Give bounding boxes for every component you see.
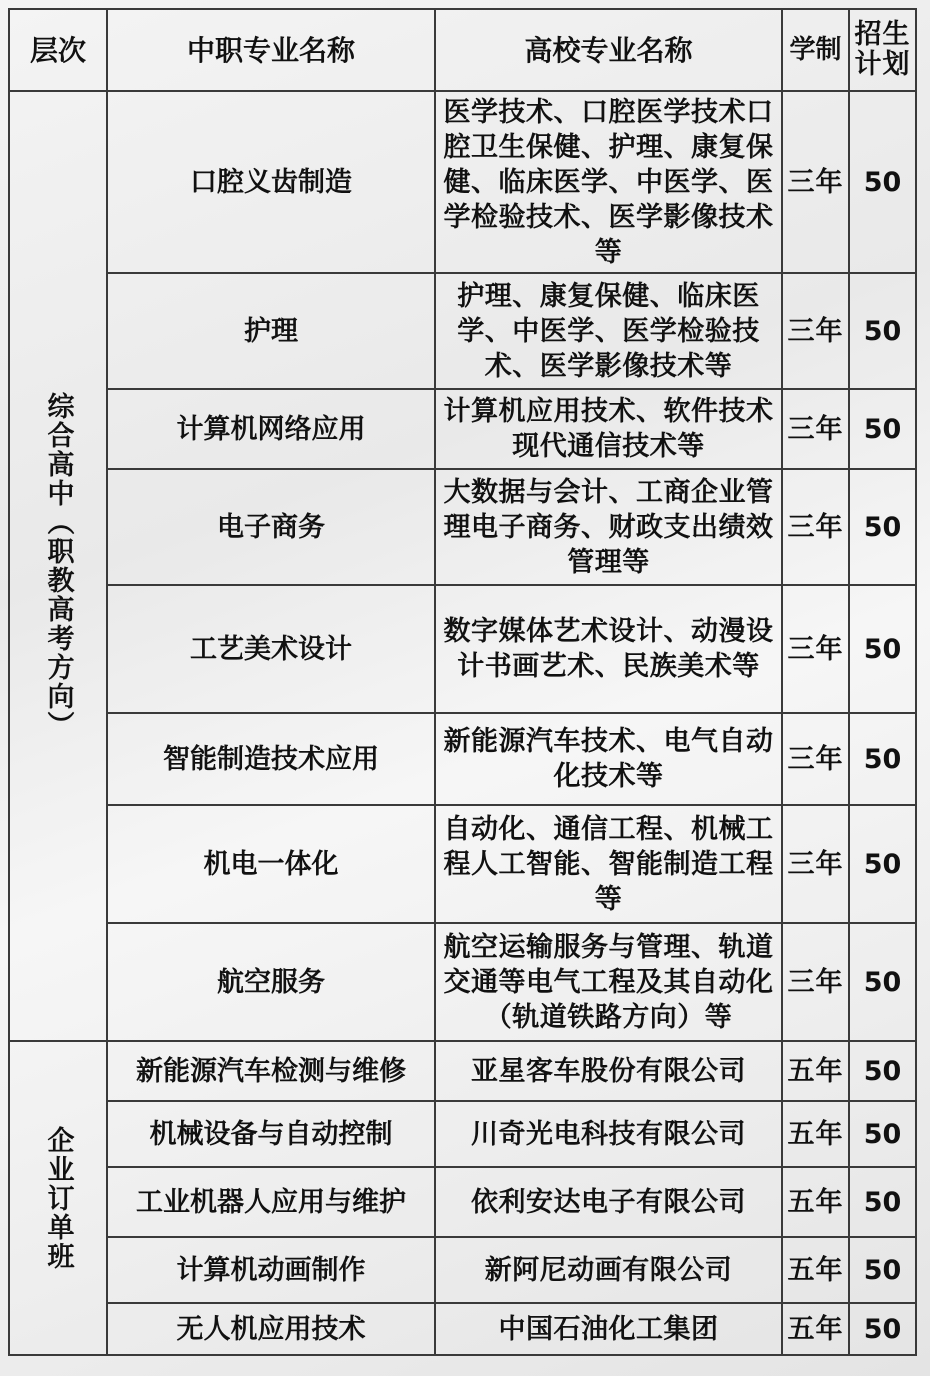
major-cell: 机械设备与自动控制 bbox=[107, 1101, 435, 1167]
level-label: 企业订单班 bbox=[42, 1125, 74, 1271]
company-cell: 依利安达电子有限公司 bbox=[435, 1167, 782, 1237]
header-plan-line1: 招生 bbox=[854, 19, 911, 50]
university-cell: 医学技术、口腔医学技术口腔卫生保健、护理、康复保健、临床医学、中医学、医学检验技术、医学影像技术等 bbox=[435, 91, 782, 273]
university-cell: 护理、康复保健、临床医学、中医学、医学检验技术、医学影像技术等 bbox=[435, 273, 782, 389]
major-cell: 口腔义齿制造 bbox=[107, 91, 435, 273]
company-cell: 亚星客车股份有限公司 bbox=[435, 1041, 782, 1101]
table-row bbox=[9, 923, 916, 1041]
plan-cell: 50 bbox=[849, 1303, 916, 1355]
plan-cell: 50 bbox=[849, 923, 916, 1041]
header-row bbox=[9, 9, 916, 91]
table-row bbox=[9, 1101, 916, 1167]
level-cell-enterprise bbox=[9, 1041, 107, 1355]
plan-cell: 50 bbox=[849, 469, 916, 585]
plan-cell: 50 bbox=[849, 91, 916, 273]
plan-cell: 50 bbox=[849, 805, 916, 923]
major-cell: 智能制造技术应用 bbox=[107, 713, 435, 805]
major-cell: 航空服务 bbox=[107, 923, 435, 1041]
duration-cell: 三年 bbox=[782, 389, 849, 469]
duration-cell: 五年 bbox=[782, 1101, 849, 1167]
major-cell: 新能源汽车检测与维修 bbox=[107, 1041, 435, 1101]
plan-cell: 50 bbox=[849, 389, 916, 469]
table-row bbox=[9, 273, 916, 389]
plan-cell: 50 bbox=[849, 273, 916, 389]
plan-cell: 50 bbox=[849, 585, 916, 713]
header-duration: 学制 bbox=[782, 9, 849, 91]
duration-cell: 五年 bbox=[782, 1303, 849, 1355]
table-row bbox=[9, 1041, 916, 1101]
table-row bbox=[9, 389, 916, 469]
major-cell: 护理 bbox=[107, 273, 435, 389]
level-cell-comprehensive bbox=[9, 91, 107, 1041]
plan-cell: 50 bbox=[849, 1237, 916, 1303]
plan-cell: 50 bbox=[849, 1041, 916, 1101]
duration-cell: 三年 bbox=[782, 585, 849, 713]
university-cell: 计算机应用技术、软件技术现代通信技术等 bbox=[435, 389, 782, 469]
table-row bbox=[9, 91, 916, 273]
major-cell: 工业机器人应用与维护 bbox=[107, 1167, 435, 1237]
university-cell: 新能源汽车技术、电气自动化技术等 bbox=[435, 713, 782, 805]
header-plan-line2: 计划 bbox=[854, 49, 911, 80]
table-row bbox=[9, 1167, 916, 1237]
enrollment-table bbox=[8, 8, 917, 1356]
table-row bbox=[9, 585, 916, 713]
table-row bbox=[9, 1303, 916, 1355]
duration-cell: 三年 bbox=[782, 923, 849, 1041]
table-row bbox=[9, 713, 916, 805]
header-plan bbox=[849, 9, 916, 91]
company-cell: 川奇光电科技有限公司 bbox=[435, 1101, 782, 1167]
duration-cell: 三年 bbox=[782, 713, 849, 805]
university-cell: 自动化、通信工程、机械工程人工智能、智能制造工程等 bbox=[435, 805, 782, 923]
major-cell: 工艺美术设计 bbox=[107, 585, 435, 713]
table-row bbox=[9, 805, 916, 923]
header-level: 层次 bbox=[9, 9, 107, 91]
university-cell: 数字媒体艺术设计、动漫设计书画艺术、民族美术等 bbox=[435, 585, 782, 713]
header-university: 高校专业名称 bbox=[435, 9, 782, 91]
table-row bbox=[9, 1237, 916, 1303]
duration-cell: 三年 bbox=[782, 91, 849, 273]
company-cell: 中国石油化工集团 bbox=[435, 1303, 782, 1355]
duration-cell: 三年 bbox=[782, 469, 849, 585]
duration-cell: 五年 bbox=[782, 1041, 849, 1101]
duration-cell: 五年 bbox=[782, 1167, 849, 1237]
duration-cell: 三年 bbox=[782, 273, 849, 389]
university-cell: 大数据与会计、工商企业管理电子商务、财政支出绩效管理等 bbox=[435, 469, 782, 585]
major-cell: 机电一体化 bbox=[107, 805, 435, 923]
major-cell: 无人机应用技术 bbox=[107, 1303, 435, 1355]
table-row bbox=[9, 469, 916, 585]
major-cell: 电子商务 bbox=[107, 469, 435, 585]
university-cell: 航空运输服务与管理、轨道交通等电气工程及其自动化（轨道铁路方向）等 bbox=[435, 923, 782, 1041]
company-cell: 新阿尼动画有限公司 bbox=[435, 1237, 782, 1303]
duration-cell: 三年 bbox=[782, 805, 849, 923]
plan-cell: 50 bbox=[849, 713, 916, 805]
plan-cell: 50 bbox=[849, 1101, 916, 1167]
level-label: 综合高中（职教高考方向） bbox=[42, 392, 74, 740]
major-cell: 计算机网络应用 bbox=[107, 389, 435, 469]
enrollment-table-container bbox=[8, 8, 917, 1356]
header-major: 中职专业名称 bbox=[107, 9, 435, 91]
major-cell: 计算机动画制作 bbox=[107, 1237, 435, 1303]
plan-cell: 50 bbox=[849, 1167, 916, 1237]
duration-cell: 五年 bbox=[782, 1237, 849, 1303]
